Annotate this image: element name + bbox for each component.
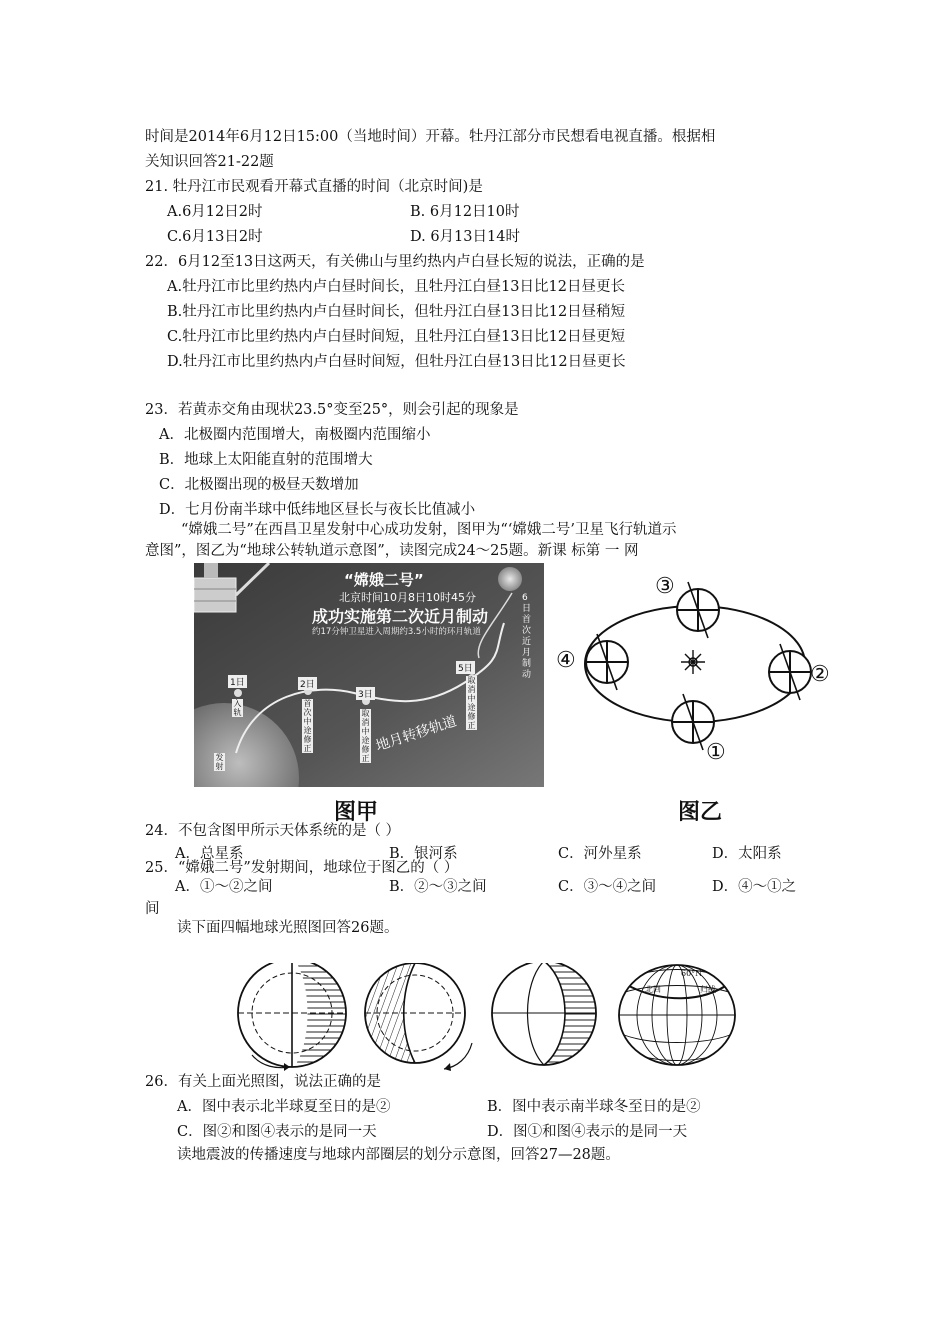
position-label-4: ④	[556, 648, 576, 673]
event-label-3: 取消中途修正	[361, 709, 370, 763]
q24-option-d: D．太阳系	[712, 846, 782, 862]
q21-option-d: D. 6月13日14时	[410, 229, 520, 245]
figure-yi-caption: 图乙	[678, 800, 723, 825]
earth-position-2	[769, 644, 811, 700]
passage27: 读地震波的传播速度与地球内部圈层的划分示意图，回答27—28题。	[177, 1147, 620, 1163]
position-label-2: ②	[810, 662, 830, 687]
q22-option-a: A.牡丹江市比里约热内卢白昼时间长，且牡丹江白昼13日比12日昼更长	[167, 279, 625, 295]
day-label-1: 1日	[228, 675, 247, 688]
q21-option-b: B. 6月12日10时	[410, 204, 520, 220]
q25-stem: 25．“嫦娥二号”发射期间，地球位于图乙的（ ）	[145, 860, 459, 876]
globe-2	[365, 963, 472, 1071]
passage24-line-1: “嫦娥二号”在西昌卫星发射中心成功发射，图甲为“‘嫦娥二号’卫星飞行轨道示	[181, 522, 677, 538]
globe-4-label-a: 北回	[645, 985, 661, 994]
figure-jia-headline: 成功实施第二次近月制动	[312, 607, 489, 626]
passage24-line-2: 意图”，图乙为“地球公转轨道示意图”，读图完成24～25题。新课 标第 一 网	[145, 543, 639, 559]
globe-4-label-b: 归线	[700, 985, 716, 994]
q24-option-b: B．银河系	[389, 846, 458, 862]
q22-option-c: C.牡丹江市比里约热内卢白昼时间短，且牡丹江白昼13日比12日昼更短	[167, 329, 626, 345]
q25-option-d: D．④～①之	[712, 879, 797, 895]
event-label-1: 入轨	[233, 699, 242, 717]
q25-wrap: 间	[145, 901, 160, 917]
q26-option-c: C．图②和图④表示的是同一天	[177, 1124, 377, 1140]
intro-line-1: 时间是2014年6月12日15:00（当地时间）开幕。牡丹江部分市民想看电视直播。根据相	[145, 129, 716, 145]
q24-option-c: C．河外星系	[558, 846, 642, 862]
q22-option-b: B.牡丹江市比里约热内卢白昼时间长，但牡丹江白昼13日比12日昼稍短	[167, 304, 626, 320]
transfer-orbit-label: 地月转移轨道	[373, 713, 459, 755]
event-label-5: 取消中途修正	[467, 676, 476, 730]
q26-stem: 26．有关上面光照图，说法正确的是	[145, 1074, 381, 1090]
passage26: 读下面四幅地球光照图回答26题。	[177, 920, 399, 936]
q22-stem: 22．6月12至13日这两天，有关佛山与里约热内卢白昼长短的说法，正确的是	[145, 254, 645, 270]
event-label-2: 首次中途修正	[303, 699, 312, 753]
q21-stem: 21. 牡丹江市民观看开幕式直播的时间（北京时间)是	[145, 179, 483, 195]
q21-option-c: C.6月13日2时	[167, 229, 263, 245]
globe-3	[492, 963, 602, 1065]
q25-option-c: C．③～④之间	[558, 879, 657, 895]
q23-option-b: B．地球上太阳能直射的范围增大	[159, 452, 373, 468]
launch-label: 发射	[215, 753, 224, 771]
intro-line-2: 关知识回答21-22题	[145, 154, 274, 170]
q24-option-a: A．总星系	[175, 846, 244, 862]
figure-jia-note: 约17分钟卫星进入周期约3.5小时的环月轨道	[312, 627, 481, 637]
globe-4	[619, 965, 735, 1065]
sun-icon	[681, 650, 705, 674]
position-label-3: ③	[655, 574, 675, 599]
q25-option-b: B．②～③之间	[389, 879, 487, 895]
q23-stem: 23．若黄赤交角由现状23.5°变至25°，则会引起的现象是	[145, 402, 519, 418]
figure-jia-image	[194, 563, 544, 787]
globe-1	[238, 963, 352, 1071]
globe-4-lat-label: 60°N	[681, 969, 703, 978]
figure-jia-title: “嫦娥二号”	[344, 571, 424, 589]
q23-option-c: C．北极圈出现的极昼天数增加	[159, 477, 359, 493]
figure-jia-subtitle: 北京时间10月8日10时45分	[339, 591, 476, 604]
position-label-1: ①	[706, 740, 726, 765]
q24-stem: 24．不包含图甲所示天体系统的是（ ）	[145, 823, 401, 839]
figure-jia-day6: 6日首次近月制动	[522, 593, 532, 680]
day-label-5: 5日	[456, 661, 475, 674]
q23-option-d: D．七月份南半球中低纬地区昼长与夜长比值减小	[159, 502, 476, 518]
day-label-3: 3日	[356, 687, 375, 700]
figure-yi-orbit-diagram	[550, 572, 840, 772]
q21-option-a: A.6月12日2时	[167, 204, 263, 220]
moon-icon	[498, 567, 522, 591]
q26-option-d: D．图①和图④表示的是同一天	[487, 1124, 688, 1140]
q26-option-a: A．图中表示北半球夏至日的是②	[177, 1099, 391, 1115]
q23-option-a: A．北极圈内范围增大，南极圈内范围缩小	[159, 427, 431, 443]
figure-26-globes	[232, 963, 742, 1071]
q22-option-d: D.牡丹江市比里约热内卢白昼时间短，但牡丹江白昼13日比12日昼更长	[167, 354, 626, 370]
q26-option-b: B．图中表示南半球冬至日的是②	[487, 1099, 701, 1115]
q25-option-a: A．①～②之间	[175, 879, 273, 895]
day-label-2: 2日	[298, 677, 317, 690]
earth-position-3	[677, 582, 719, 638]
figure-jia-caption: 图甲	[334, 800, 379, 825]
